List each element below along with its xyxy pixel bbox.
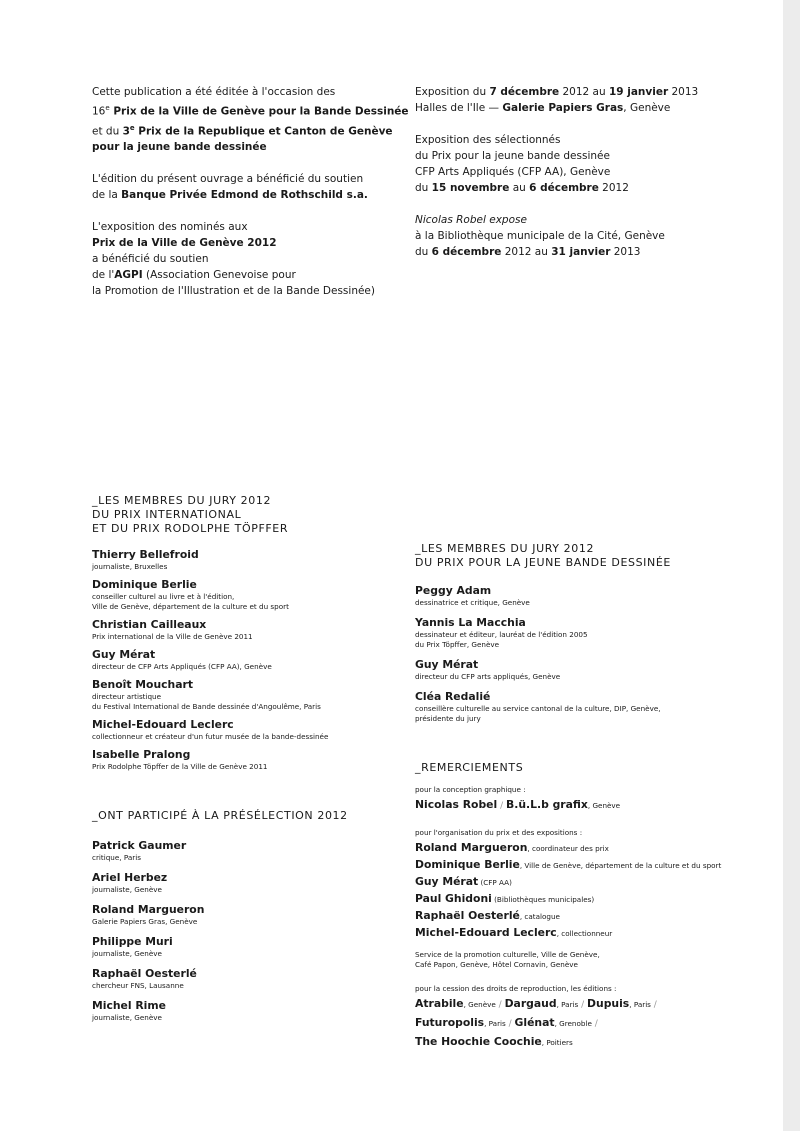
- expo-support-line-4: de l'AGPI (Association Genevoise pour: [92, 269, 296, 281]
- publisher-name: Dargaud: [504, 997, 557, 1010]
- pub-line-4: pour la jeune bande dessinée: [92, 141, 267, 153]
- jury-international-section: [92, 494, 328, 778]
- graphic-credit: Nicolas Robel / B.ü.L.b grafix, Genève: [415, 798, 621, 811]
- page-edge-shadow: [783, 0, 800, 1131]
- publication-info: [92, 84, 409, 299]
- member-role: directeur artistique: [92, 692, 162, 701]
- pub-line-3: et du 3e Prix de la Republique et Canton de Genève: [92, 123, 393, 137]
- member-name: Michel-Edouard Leclerc: [92, 718, 234, 731]
- member-name: Isabelle Pralong: [92, 748, 191, 761]
- member-role: dessinateur et éditeur, lauréat de l'édition 2005: [415, 630, 588, 639]
- robel-expo-venue: à la Bibliothèque municipale de la Cité, Genève: [415, 230, 665, 242]
- member-name: Roland Margueron: [92, 903, 205, 916]
- publisher-name: Dupuis: [587, 997, 630, 1010]
- member-role: Galerie Papiers Gras, Genève: [92, 917, 198, 926]
- member-name: Christian Cailleaux: [92, 618, 207, 631]
- selection-line-2: du Prix pour la jeune bande dessinée: [415, 150, 610, 162]
- member-role: journaliste, Bruxelles: [92, 562, 168, 571]
- jury-jeune-heading: _LES MEMBRES DU JURY 2012 DU PRIX POUR LA JEUNE BANDE DESSINÉE: [415, 542, 671, 569]
- member-name: Guy Mérat: [415, 658, 479, 671]
- member-entry: [92, 578, 328, 612]
- member-entry: [92, 871, 348, 895]
- preselection-section: [92, 809, 348, 1031]
- member-entry: [415, 616, 671, 650]
- member-role: chercheur FNS, Lausanne: [92, 981, 184, 990]
- expo-support-line-1: L'exposition des nominés aux: [92, 221, 248, 233]
- pub-line-1: Cette publication a été éditée à l'occasion des: [92, 86, 336, 98]
- member-entry: [92, 999, 348, 1023]
- member-name: Philippe Muri: [92, 935, 173, 948]
- jury-jeune-section: [415, 542, 671, 732]
- member-entry: [92, 718, 328, 742]
- expo-support-line-5: la Promotion de l'Illustration et de la Bande Dessinée): [92, 285, 375, 297]
- member-role: Prix international de la Ville de Genève 2011: [92, 632, 253, 641]
- member-name: Guy Mérat: [92, 648, 156, 661]
- member-role: conseillère culturelle au service cantonal de la culture, DIP, Genève,: [415, 704, 661, 713]
- member-entry: [92, 839, 348, 863]
- jury-international-heading: _LES MEMBRES DU JURY 2012 DU PRIX INTERNATIONAL ET DU PRIX RODOLPHE TÖPFFER: [92, 494, 289, 535]
- member-role: Ville de Genève, département de la culture et du sport: [92, 602, 289, 611]
- org-person: Michel-Edouard Leclerc, collectionneur: [415, 926, 613, 939]
- member-role: critique, Paris: [92, 853, 141, 862]
- publisher-row: The Hoochie Coochie, Poitiers: [415, 1035, 573, 1048]
- preselection-list: [92, 839, 348, 1023]
- member-role: collectionneur et créateur d'un futur musée de la bande-dessinée: [92, 732, 329, 741]
- member-role: dessinatrice et critique, Genève: [415, 598, 530, 607]
- member-name: Cléa Redalié: [415, 690, 491, 703]
- member-name: Patrick Gaumer: [92, 839, 187, 852]
- remerciements-heading: _REMERCIEMENTS: [415, 761, 524, 774]
- member-role: directeur de CFP Arts Appliqués (CFP AA), Genève: [92, 662, 272, 671]
- org-person: Guy Mérat (CFP AA): [415, 875, 512, 888]
- expo-venue: Halles de l'Ile — Galerie Papiers Gras, Genève: [415, 102, 671, 114]
- exhibition-info: [415, 84, 698, 260]
- robel-expo-dates: du 6 décembre 2012 au 31 janvier 2013: [415, 246, 641, 258]
- member-entry: [92, 935, 348, 959]
- publisher-list: [415, 994, 721, 1049]
- service-line-2: Café Papon, Genève, Hôtel Cornavin, Genève: [415, 960, 578, 969]
- member-name: Benoît Mouchart: [92, 678, 193, 691]
- publisher-name: Atrabile: [415, 997, 464, 1010]
- expo-dates: Exposition du 7 décembre 2012 au 19 janvier 2013: [415, 86, 699, 98]
- org-person: Dominique Berlie, Ville de Genève, département de la culture et du sport: [415, 858, 722, 871]
- member-name: Dominique Berlie: [92, 578, 197, 591]
- member-entry: [92, 678, 328, 712]
- selection-line-3: CFP Arts Appliqués (CFP AA), Genève: [415, 166, 611, 178]
- member-entry: [92, 748, 328, 772]
- org-person: Roland Margueron, coordinateur des prix: [415, 841, 609, 854]
- remerciements-section: [415, 761, 721, 1049]
- member-name: Peggy Adam: [415, 584, 492, 597]
- preselection-heading: _ONT PARTICIPÉ À LA PRÉSÉLECTION 2012: [92, 809, 348, 822]
- publisher-name: Glénat: [514, 1016, 555, 1029]
- support-line-1: L'édition du présent ouvrage a bénéficié du soutien: [92, 173, 364, 185]
- member-role: journaliste, Genève: [92, 1013, 162, 1022]
- org-person: Paul Ghidoni (Bibliothèques municipales): [415, 892, 595, 905]
- member-role: Prix Rodolphe Töpffer de la Ville de Genève 2011: [92, 762, 268, 771]
- member-entry: [415, 584, 671, 608]
- member-role: du Prix Töpffer, Genève: [415, 640, 500, 649]
- pub-line-2: 16e Prix de la Ville de Genève pour la Bande Dessinée: [92, 104, 409, 118]
- selection-line-1: Exposition des sélectionnés: [415, 134, 561, 146]
- member-role: journaliste, Genève: [92, 949, 162, 958]
- member-entry: [92, 903, 348, 927]
- publisher-name: Futuropolis: [415, 1016, 485, 1029]
- publisher-row: Atrabile, Genève / Dargaud, Paris / Dupuis, Paris /: [415, 997, 657, 1010]
- jury-jeune-list: [415, 584, 671, 724]
- support-line-2: de la Banque Privée Edmond de Rothschild s.a.: [92, 189, 368, 201]
- service-line-1: Service de la promotion culturelle, Ville de Genève,: [415, 950, 600, 959]
- graphic-intro: pour la conception graphique :: [415, 785, 526, 794]
- expo-support-line-3: a bénéficié du soutien: [92, 253, 209, 265]
- selection-dates: du 15 novembre au 6 décembre 2012: [415, 182, 629, 194]
- org-person: Raphaël Oesterlé, catalogue: [415, 909, 560, 922]
- member-entry: [92, 967, 348, 991]
- publisher-name: The Hoochie Coochie: [415, 1035, 542, 1048]
- org-list: [415, 838, 721, 940]
- member-entry: [92, 618, 328, 642]
- member-role: du Festival International de Bande dessinée d'Angoulême, Paris: [92, 702, 321, 711]
- publisher-row: Futuropolis, Paris / Glénat, Grenoble /: [415, 1016, 598, 1029]
- member-name: Ariel Herbez: [92, 871, 168, 884]
- member-entry: [92, 648, 328, 672]
- member-name: Raphaël Oesterlé: [92, 967, 197, 980]
- member-role: directeur du CFP arts appliqués, Genève: [415, 672, 561, 681]
- member-entry: [415, 690, 671, 724]
- member-entry: [415, 658, 671, 682]
- member-name: Michel Rime: [92, 999, 166, 1012]
- member-role: présidente du jury: [415, 714, 481, 723]
- member-role: journaliste, Genève: [92, 885, 162, 894]
- robel-expo-title: Nicolas Robel expose: [415, 214, 527, 226]
- member-role: conseiller culturel au livre et à l'édition,: [92, 592, 235, 601]
- member-name: Thierry Bellefroid: [92, 548, 199, 561]
- org-intro: pour l'organisation du prix et des expositions :: [415, 828, 583, 837]
- jury-international-list: [92, 548, 328, 772]
- rights-intro: pour la cession des droits de reproduction, les éditions :: [415, 984, 617, 993]
- member-name: Yannis La Macchia: [415, 616, 526, 629]
- member-entry: [92, 548, 328, 572]
- expo-support-line-2: Prix de la Ville de Genève 2012: [92, 237, 277, 249]
